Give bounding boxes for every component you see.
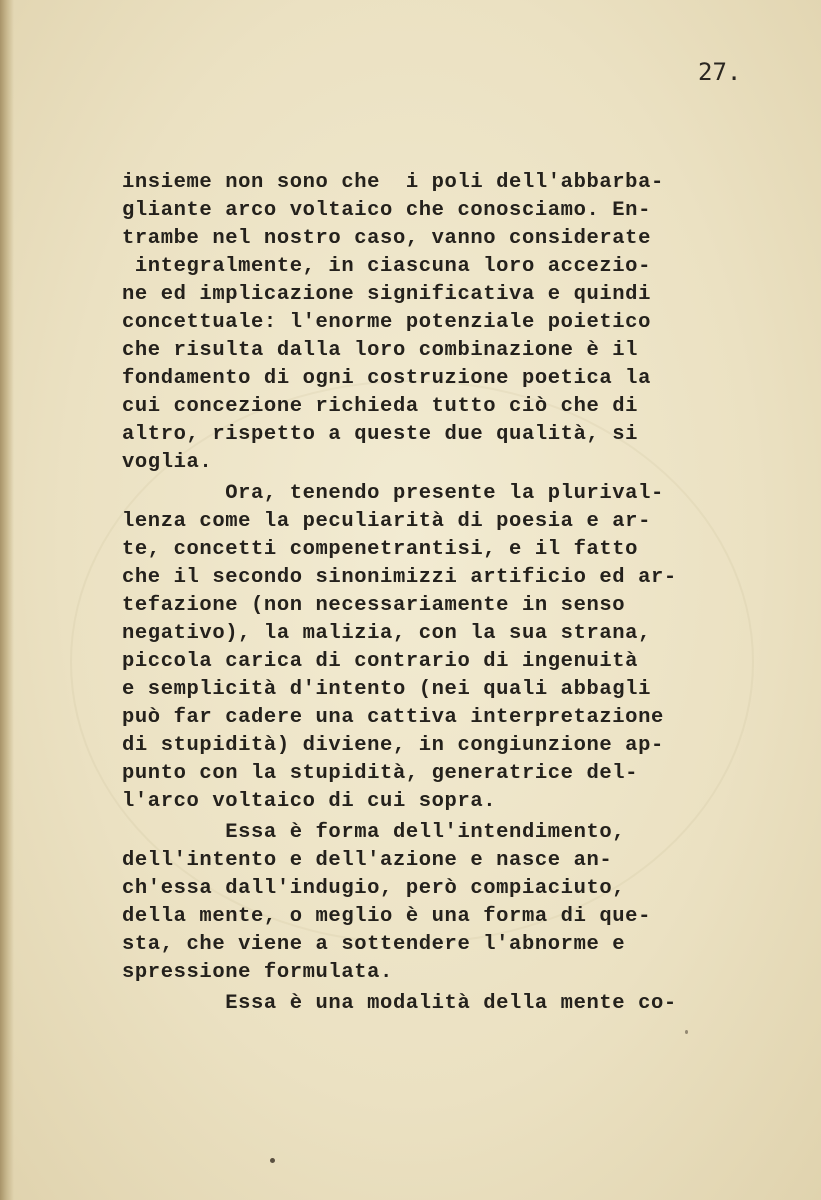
text-line: Ora, tenendo presente la plurival- — [122, 482, 664, 505]
text-line: ne ed implicazione significativa e quindi — [122, 283, 651, 306]
text-line: integralmente, in ciascuna loro accezio- — [122, 255, 651, 278]
text-line: punto con la stupidità, generatrice del- — [122, 762, 639, 785]
text-line: Essa è una modalità della mente co- — [122, 992, 677, 1015]
text-line: negativo), la malizia, con la sua strana, — [122, 622, 651, 645]
text-line: voglia. — [122, 451, 213, 474]
text-line: Essa è forma dell'intendimento, — [122, 821, 626, 844]
paper-speck — [270, 1158, 275, 1163]
text-line: sta, che viene a sottendere l'abnorme e — [122, 933, 626, 956]
text-line: che il secondo sinonimizzi artificio ed ar- — [122, 566, 677, 589]
paper-speck — [685, 1030, 688, 1034]
text-line: dell'intento e dell'azione e nasce an- — [122, 849, 613, 872]
text-line: di stupidità) diviene, in congiunzione ap- — [122, 734, 664, 757]
page-number: 27. — [698, 58, 742, 86]
text-line: tefazione (non necessariamente in senso — [122, 594, 626, 617]
text-line: gliante arco voltaico che conosciamo. En- — [122, 199, 651, 222]
text-line: può far cadere una cattiva interpretazione — [122, 706, 664, 729]
text-line: altro, rispetto a queste due qualità, si — [122, 423, 639, 446]
text-line: ch'essa dall'indugio, però compiaciuto, — [122, 877, 626, 900]
text-line: che risulta dalla loro combinazione è il — [122, 339, 639, 362]
text-line: cui concezione richieda tutto ciò che di — [122, 395, 639, 418]
text-line: trambe nel nostro caso, vanno considerate — [122, 227, 651, 250]
text-line: insieme non sono che i poli dell'abbarba- — [122, 171, 664, 194]
text-line: piccola carica di contrario di ingenuità — [122, 650, 639, 673]
text-line: lenza come la peculiarità di poesia e ar- — [122, 510, 651, 533]
text-line: della mente, o meglio è una forma di que- — [122, 905, 651, 928]
text-line: concettuale: l'enorme potenziale poietico — [122, 311, 651, 334]
text-line: te, concetti compenetrantisi, e il fatto — [122, 538, 639, 561]
text-line: fondamento di ogni costruzione poetica la — [122, 367, 651, 390]
text-line: spressione formulata. — [122, 961, 393, 984]
text-line: e semplicità d'intento (nei quali abbagli — [122, 678, 651, 701]
text-line: l'arco voltaico di cui sopra. — [122, 790, 497, 813]
